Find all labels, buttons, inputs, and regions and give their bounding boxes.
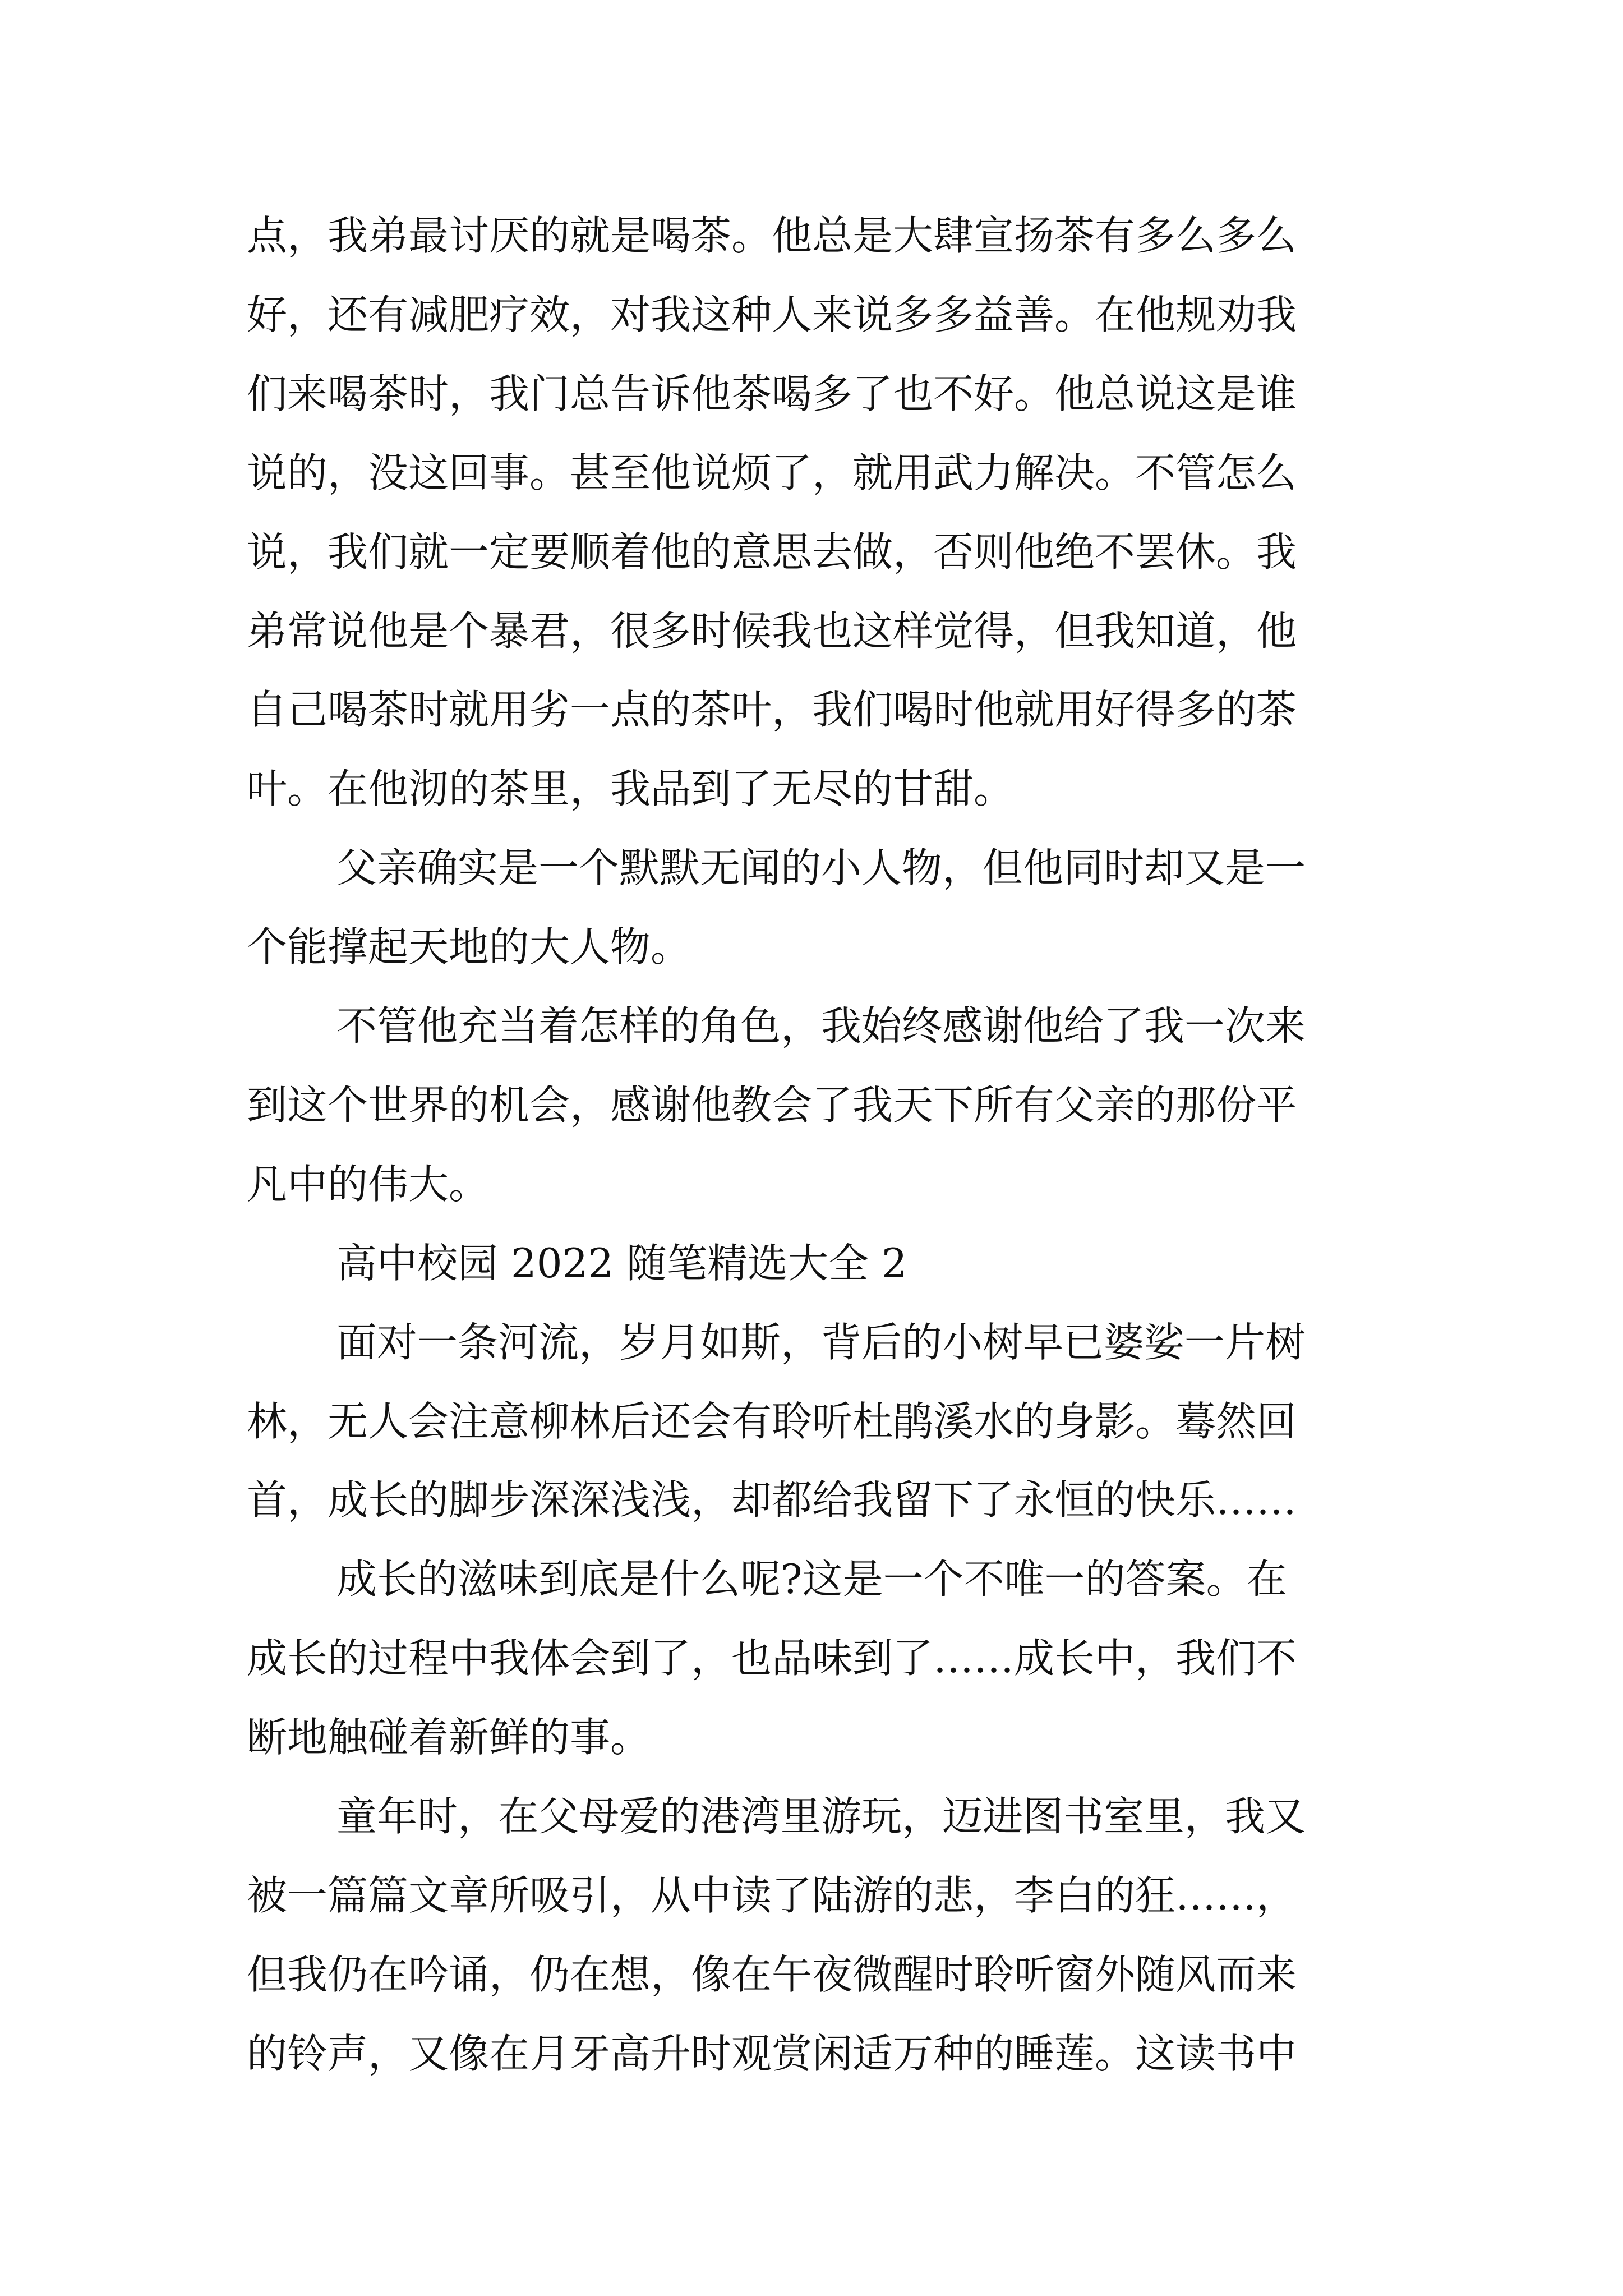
section-heading: 高中校园 2022 随笔精选大全 2 [336, 1240, 907, 1287]
text-line: 点，我弟最讨厌的就是喝茶。他总是大肆宣扬茶有多么多么 [247, 212, 1297, 259]
text-line: 童年时，在父母爱的港湾里游玩，迈进图书室里，我又 [336, 1793, 1306, 1840]
text-line: 说的，没这回事。甚至他说烦了，就用武力解决。不管怎么 [247, 449, 1297, 496]
text-line: 面对一条河流，岁月如斯，背后的小树早已婆娑一片树 [336, 1319, 1306, 1366]
text-line: 到这个世界的机会，感谢他教会了我天下所有父亲的那份平 [247, 1082, 1297, 1129]
text-line: 叶。在他沏的茶里，我品到了无尽的甘甜。 [247, 765, 1015, 812]
text-line: 弟常说他是个暴君，很多时候我也这样觉得，但我知道，他 [247, 608, 1297, 655]
text-line: 但我仍在吟诵，仍在想，像在午夜微醒时聆听窗外随风而来 [247, 1951, 1297, 1998]
text-line: 成长的滋味到底是什么呢?这是一个不唯一的答案。在 [336, 1556, 1287, 1603]
text-line: 首，成长的脚步深深浅浅，却都给我留下了永恒的快乐…… [247, 1476, 1297, 1524]
text-line: 好，还有减肥疗效，对我这种人来说多多益善。在他规劝我 [247, 291, 1297, 338]
text-line: 们来喝茶时，我门总告诉他茶喝多了也不好。他总说这是谁 [247, 370, 1297, 417]
text-line: 说，我们就一定要顺着他的意思去做，否则他绝不罢休。我 [247, 528, 1297, 576]
text-line: 父亲确实是一个默默无闻的小人物，但他同时却又是一 [336, 844, 1306, 891]
text-line: 自己喝茶时就用劣一点的茶叶，我们喝时他就用好得多的茶 [247, 686, 1297, 733]
text-line: 断地触碰着新鲜的事。 [247, 1714, 651, 1761]
text-line: 不管他充当着怎样的角色，我始终感谢他给了我一次来 [336, 1002, 1306, 1050]
text-line: 林，无人会注意柳林后还会有聆听杜鹃溪水的身影。蓦然回 [247, 1398, 1297, 1445]
text-line: 凡中的伟大。 [247, 1161, 490, 1208]
text-line: 个能撑起天地的大人物。 [247, 923, 691, 970]
text-line: 被一篇篇文章所吸引，从中读了陆游的悲，李白的狂……， [247, 1872, 1297, 1919]
text-line: 的铃声，又像在月牙高升时观赏闲适万种的睡莲。这读书中 [247, 2030, 1297, 2077]
text-line: 成长的过程中我体会到了，也品味到了……成长中，我们不 [247, 1635, 1297, 1682]
